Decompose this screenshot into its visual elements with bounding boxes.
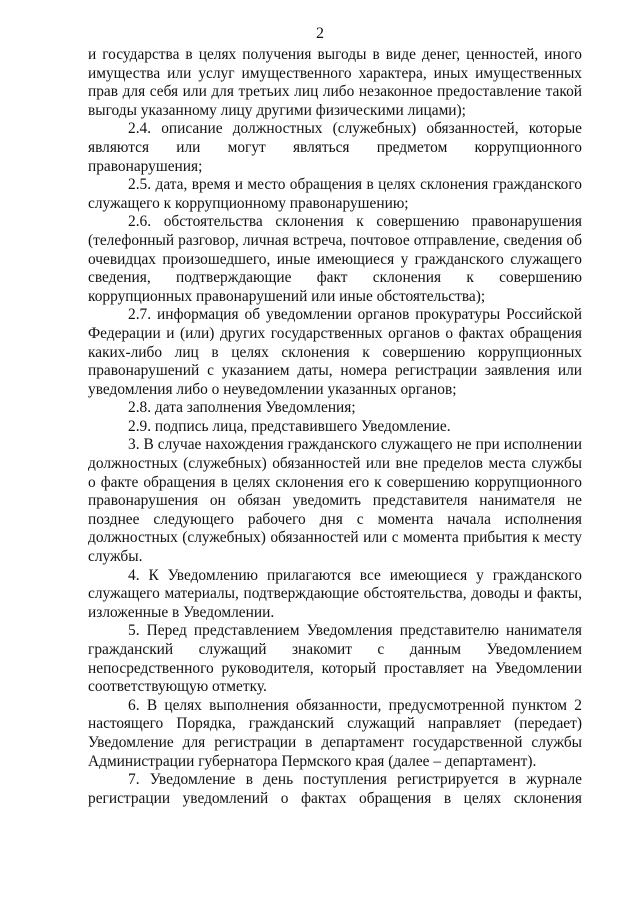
- page-number: 2: [316, 25, 324, 42]
- paragraph-2-8: 2.8. дата заполнения Уведомления;: [128, 399, 356, 417]
- paragraph-2-7: 2.7. информация об уведомлении органов прокуратуры Российской Федерации и (или) других государственных органов о фактах обращения каких-либо лиц в целях склонения к совершению коррупционных правонарушений с указанием даты, номера регистрации заявления или уведомления либо о неуведомлении указанных органов;: [88, 306, 582, 398]
- paragraph-6: 6. В целях выполнения обязанности, предусмотренной пунктом 2 настоящего Порядка, гражданский служащий направляет (передает) Уведомление для регистрации в департамент государственной службы Администрации губернатора Пермского края (далее – департамент).: [88, 696, 582, 770]
- paragraph-3: 3. В случае нахождения гражданского служащего не при исполнении должностных (служебных) обязанностей или вне пределов места службы о факте обращения в целях склонения его к совершению коррупционного правонарушения он обязан уведомить представителя нанимателя не позднее следующего рабочего дня с момента начала исполнения должностных (служебных) обязанностей или с момента прибытия к месту службы.: [88, 436, 582, 566]
- paragraph-2-6: 2.6. обстоятельства склонения к совершению правонарушения (телефонный разговор, личная встреча, почтовое отправление, сведения об очевидцах произошедшего, иные имеющиеся у гражданского служащего сведения, подтверждающие факт склонения к совершению коррупционных правонарушений или иные обстоятельства);: [88, 213, 582, 305]
- paragraph-5: 5. Перед представлением Уведомления представителю нанимателя гражданский служащий знакомит с данным Уведомлением непосредственного руководителя, который проставляет на Уведомлении соответствующую отметку.: [88, 622, 582, 696]
- paragraph-4: 4. К Уведомлению прилагаются все имеющиеся у гражданского служащего материалы, подтверждающие обстоятельства, доводы и факты, изложенные в Уведомлении.: [88, 566, 582, 621]
- paragraph-continuation: и государства в целях получения выгоды в виде денег, ценностей, иного имущества или услуг имущественного характера, иных имущественных прав для себя или для третьих лиц либо незаконное предоставление такой выгоды указанному лицу другими физическими лицами);: [88, 46, 582, 119]
- document-body: [88, 46, 582, 808]
- paragraph-2-5: 2.5. дата, время и место обращения в целях склонения гражданского служащего к коррупционному правонарушению;: [88, 176, 582, 212]
- paragraph-7: 7. Уведомление в день поступления регистрируется в журнале регистрации уведомлений о фактах обращения в целях склонения: [88, 771, 582, 807]
- paragraph-2-4: 2.4. описание должностных (служебных) обязанностей, которые являются или могут являться предметом коррупционного правонарушения;: [88, 120, 582, 175]
- paragraph-2-9: 2.9. подпись лица, представившего Уведомление.: [128, 417, 451, 435]
